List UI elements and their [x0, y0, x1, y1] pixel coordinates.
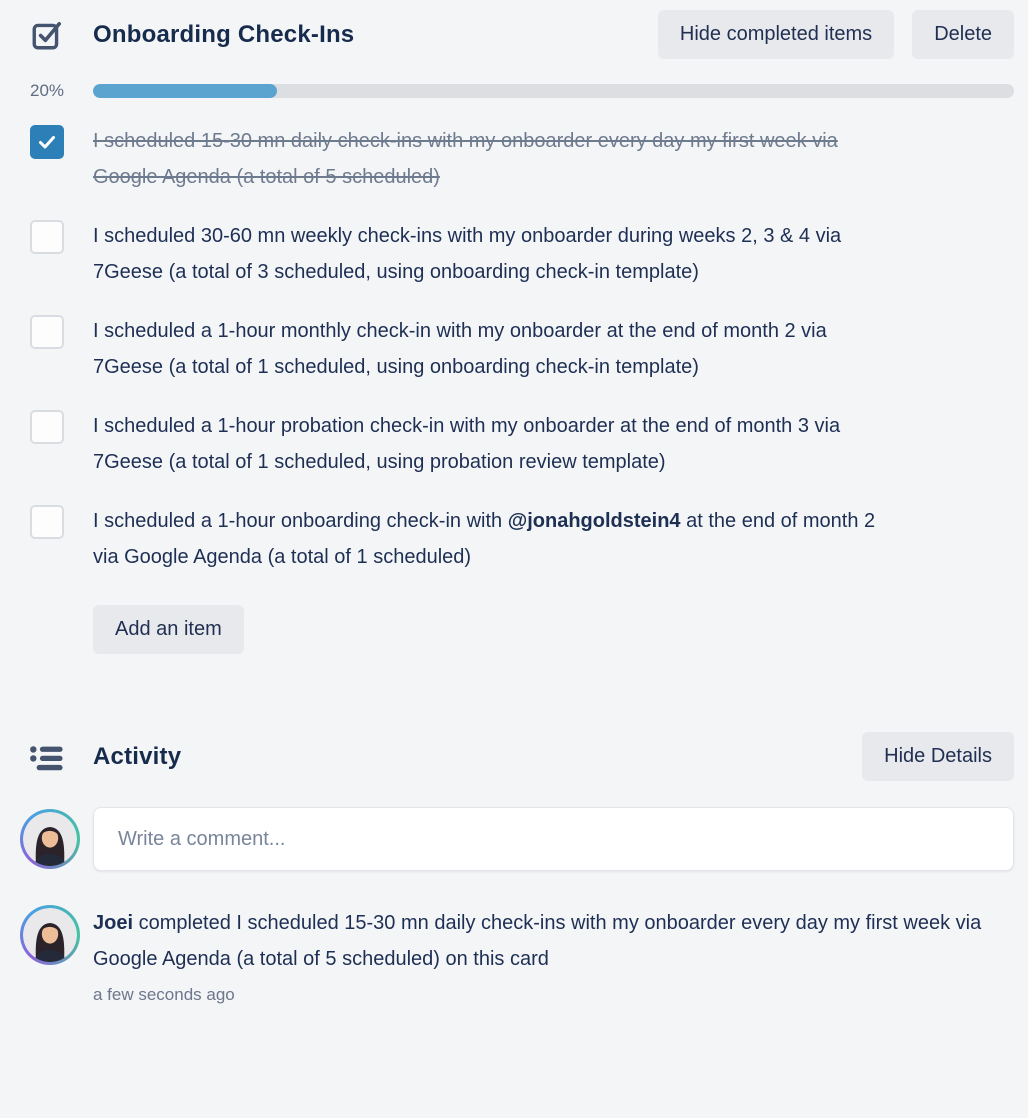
checklist-item	[30, 123, 1014, 195]
activity-section	[30, 732, 1014, 1005]
text-segment: I scheduled a 1-hour onboarding check-in with	[93, 510, 508, 532]
activity-title: Activity	[93, 742, 182, 770]
checkbox-unchecked[interactable]	[30, 410, 64, 444]
checklist-item	[30, 313, 1014, 385]
comment-composer	[20, 807, 1014, 871]
checklist-item-text[interactable]	[93, 313, 883, 385]
progress-percent-label: 20%	[30, 81, 65, 100]
activity-entry-timestamp: a few seconds ago	[93, 985, 235, 1004]
progress-bar	[93, 84, 1014, 98]
avatar-photo	[23, 812, 77, 866]
activity-entry-body	[93, 905, 993, 1005]
activity-header	[30, 732, 1014, 781]
text-segment: I scheduled 30-60 mn weekly check-ins with my onboarder during weeks 2, 3 & 4 via 7Geese (a total of 3 scheduled, using onboarding check-in template)	[93, 225, 842, 283]
checklist-item	[30, 503, 1014, 575]
checkbox-unchecked[interactable]	[30, 505, 64, 539]
checkbox-checked[interactable]	[30, 125, 64, 159]
checklist-title[interactable]: Onboarding Check-Ins	[93, 20, 355, 48]
check-icon	[36, 131, 58, 153]
text-segment: at the end of month 2 via Google Agenda (a total of 1 scheduled)	[93, 510, 876, 568]
checklist-icon	[30, 16, 64, 54]
checklist-header	[30, 10, 1014, 59]
checklist-item-text[interactable]	[93, 218, 883, 290]
activity-list-icon	[30, 738, 64, 776]
progress-bar-fill	[93, 84, 277, 98]
checklist-item	[30, 218, 1014, 290]
user-avatar[interactable]	[20, 809, 80, 869]
delete-checklist-button[interactable]: Delete	[912, 10, 1014, 59]
comment-input[interactable]	[93, 807, 1014, 871]
mention-text: @jonahgoldstein4	[507, 510, 681, 532]
activity-feed	[30, 905, 1014, 1005]
text-segment: I scheduled 15-30 mn daily check-ins with my onboarder every day my first week via Google Agenda (a total of 5 scheduled)	[93, 130, 838, 188]
text-segment: completed I scheduled 15-30 mn daily check-ins with my onboarder every day my first week via Google Agenda (a total of 5 scheduled) on this card	[93, 912, 982, 970]
add-item-button[interactable]: Add an item	[93, 605, 244, 654]
checklist-section	[30, 10, 1014, 654]
text-segment: I scheduled a 1-hour monthly check-in with my onboarder at the end of month 2 via 7Geese (a total of 1 scheduled, using onboarding check-in template)	[93, 320, 827, 378]
checklist-progress	[30, 81, 1014, 101]
activity-entry	[20, 905, 1014, 1005]
checklist-item-text[interactable]	[93, 503, 883, 575]
checklist-item-text[interactable]	[93, 408, 883, 480]
text-segment: I scheduled a 1-hour probation check-in with my onboarder at the end of month 3 via 7Geese (a total of 1 scheduled, using probation review template)	[93, 415, 841, 473]
activity-entry-text	[93, 905, 993, 977]
user-avatar[interactable]	[20, 905, 80, 965]
checkbox-unchecked[interactable]	[30, 315, 64, 349]
checklist-items	[30, 123, 1014, 575]
hide-details-button[interactable]: Hide Details	[862, 732, 1014, 781]
checklist-item	[30, 408, 1014, 480]
mention-text: Joei	[93, 912, 134, 934]
avatar-photo	[23, 908, 77, 962]
checkbox-unchecked[interactable]	[30, 220, 64, 254]
hide-completed-items-button[interactable]: Hide completed items	[658, 10, 894, 59]
checklist-item-text[interactable]	[93, 123, 883, 195]
